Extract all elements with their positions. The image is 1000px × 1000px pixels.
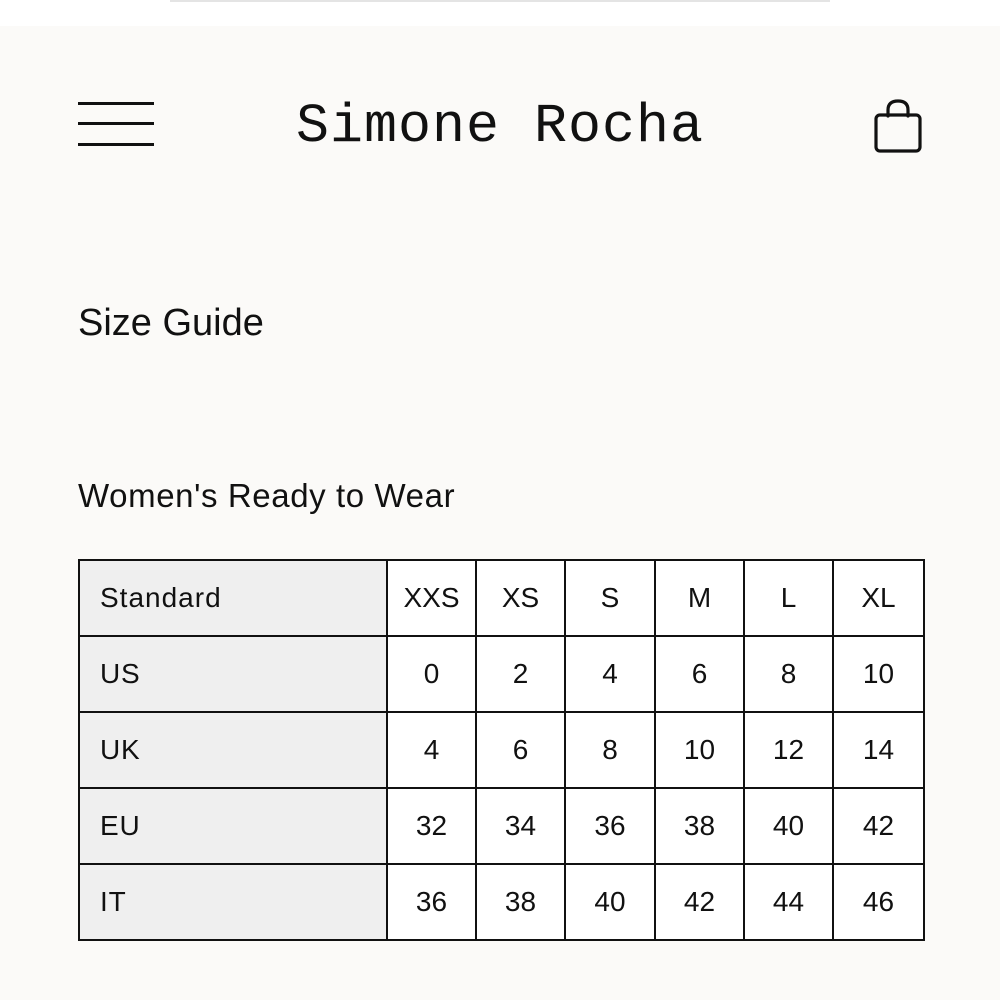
size-table — [78, 559, 925, 941]
table-cell: 2 — [476, 636, 565, 712]
shopping-bag-button[interactable] — [872, 98, 924, 156]
table-cell: 36 — [387, 864, 476, 940]
table-cell: 6 — [476, 712, 565, 788]
page-title: Size Guide — [78, 302, 264, 344]
table-cell: 40 — [565, 864, 655, 940]
table-header-size: XXS — [387, 560, 476, 636]
table-cell: 42 — [833, 788, 924, 864]
top-divider — [170, 0, 830, 2]
row-label: UK — [79, 712, 387, 788]
brand-name[interactable]: Simone Rocha — [295, 95, 705, 158]
table-header-size: L — [744, 560, 833, 636]
row-label: EU — [79, 788, 387, 864]
table-row — [79, 712, 924, 788]
table-row — [79, 636, 924, 712]
brand-logo[interactable] — [0, 92, 1000, 162]
table-header-size: M — [655, 560, 744, 636]
table-cell: 0 — [387, 636, 476, 712]
table-cell: 36 — [565, 788, 655, 864]
table-cell: 40 — [744, 788, 833, 864]
table-header-label: Standard — [79, 560, 387, 636]
table-cell: 34 — [476, 788, 565, 864]
table-cell: 10 — [833, 636, 924, 712]
table-cell: 42 — [655, 864, 744, 940]
table-cell: 44 — [744, 864, 833, 940]
table-cell: 46 — [833, 864, 924, 940]
table-cell: 12 — [744, 712, 833, 788]
table-cell: 10 — [655, 712, 744, 788]
row-label: IT — [79, 864, 387, 940]
table-header-row — [79, 560, 924, 636]
table-cell: 4 — [565, 636, 655, 712]
table-row — [79, 788, 924, 864]
table-cell: 8 — [744, 636, 833, 712]
section-title: Women's Ready to Wear — [78, 477, 456, 514]
table-header-size: S — [565, 560, 655, 636]
row-label: US — [79, 636, 387, 712]
top-strip — [0, 0, 1000, 26]
table-header-size: XL — [833, 560, 924, 636]
shopping-bag-icon — [872, 98, 924, 156]
table-row — [79, 864, 924, 940]
table-cell: 38 — [655, 788, 744, 864]
table-cell: 38 — [476, 864, 565, 940]
table-cell: 8 — [565, 712, 655, 788]
table-header-size: XS — [476, 560, 565, 636]
table-cell: 14 — [833, 712, 924, 788]
table-cell: 32 — [387, 788, 476, 864]
table-cell: 6 — [655, 636, 744, 712]
table-cell: 4 — [387, 712, 476, 788]
